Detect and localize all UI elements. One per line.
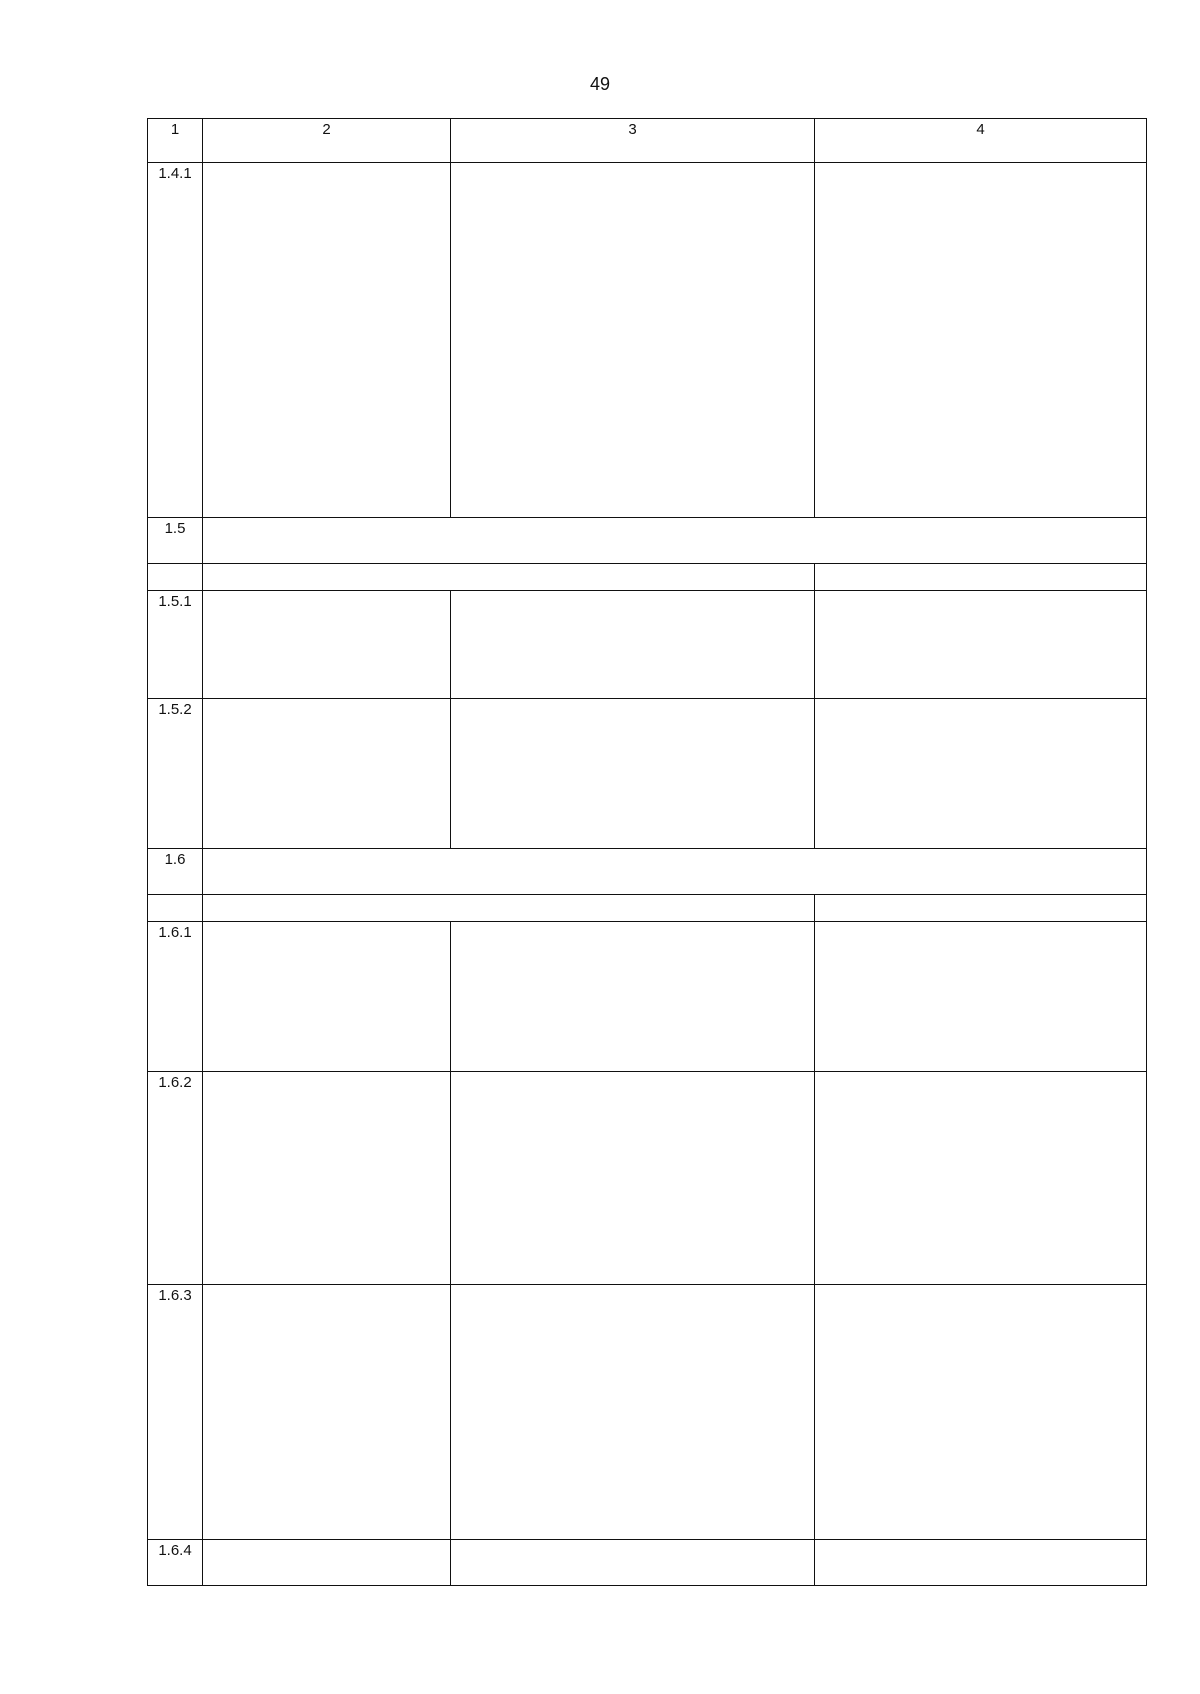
cell	[203, 163, 451, 518]
cell	[451, 699, 815, 849]
table-row	[148, 1285, 1147, 1540]
section-row	[148, 518, 1147, 564]
cell	[451, 163, 815, 518]
row-number: 1.5.1	[148, 591, 203, 699]
cell	[815, 1540, 1147, 1586]
row-number: 1.5.2	[148, 699, 203, 849]
cell	[451, 591, 815, 699]
cell	[815, 895, 1147, 922]
cell	[451, 1540, 815, 1586]
row-number: 1.6.1	[148, 922, 203, 1072]
cell	[148, 564, 203, 591]
row-number: 1.6.4	[148, 1540, 203, 1586]
cell	[815, 922, 1147, 1072]
table-row	[148, 1540, 1147, 1586]
cell	[815, 591, 1147, 699]
cell	[203, 1072, 451, 1285]
cell	[203, 922, 451, 1072]
row-number: 1.6.3	[148, 1285, 203, 1540]
cell	[451, 1072, 815, 1285]
table-row	[148, 163, 1147, 518]
row-number: 1.6.2	[148, 1072, 203, 1285]
cell	[451, 922, 815, 1072]
table-row	[148, 1072, 1147, 1285]
section-number: 1.6	[148, 849, 203, 895]
cell	[203, 591, 451, 699]
cell	[203, 699, 451, 849]
column-number-row	[148, 119, 1147, 163]
row-number: 1.4.1	[148, 163, 203, 518]
table-row	[148, 591, 1147, 699]
column-number: 2	[203, 119, 451, 163]
measures-table	[147, 118, 1147, 1586]
responsible-cell	[203, 895, 815, 922]
page-number: 49	[589, 74, 611, 94]
cell	[815, 699, 1147, 849]
cell	[815, 564, 1147, 591]
cell	[815, 1285, 1147, 1540]
responsible-row	[148, 564, 1147, 591]
responsible-cell	[203, 564, 815, 591]
cell	[815, 163, 1147, 518]
section-row	[148, 849, 1147, 895]
table-row	[148, 699, 1147, 849]
table-row	[148, 922, 1147, 1072]
cell	[203, 1285, 451, 1540]
cell	[451, 1285, 815, 1540]
column-number: 4	[815, 119, 1147, 163]
cell	[203, 1540, 451, 1586]
responsible-row	[148, 895, 1147, 922]
cell	[148, 895, 203, 922]
column-number: 3	[451, 119, 815, 163]
section-number: 1.5	[148, 518, 203, 564]
section-title	[203, 518, 1147, 564]
cell	[815, 1072, 1147, 1285]
section-title	[203, 849, 1147, 895]
column-number: 1	[148, 119, 203, 163]
